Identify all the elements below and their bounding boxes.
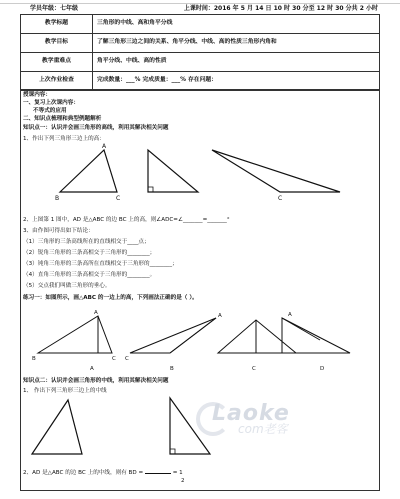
info-row: [21, 53, 380, 72]
exercise-figures: [20, 308, 380, 373]
k1-question3: 3、由作图可得出如下结论：: [23, 228, 94, 234]
median-triangle-1: [32, 400, 82, 454]
info-label: 教学标题: [21, 15, 93, 34]
ex-label-c2: C: [125, 356, 129, 362]
right-triangle: [148, 150, 198, 192]
ex-label-c: C: [112, 356, 116, 362]
label-b1: B: [55, 195, 60, 202]
fraction-denominator: 2: [181, 478, 185, 484]
exercise-1-text: 练习一：如图所示，画△ABC 的一边上的高，下列画法正确的是（ ）。: [23, 295, 198, 301]
label-c1: C: [116, 195, 121, 202]
exercise-1: [23, 295, 198, 302]
info-value: 三角形的中线、高和角平分线: [93, 15, 380, 34]
watermark-brand: Laoke: [212, 401, 290, 426]
conclusion-5: （5）交点我们叫做三角形的垂心。: [23, 283, 111, 289]
ex-caption-b: B: [170, 366, 174, 372]
label-c3: C: [278, 195, 283, 202]
k2-question1: 1、 作出下列三角形三边上的中线: [23, 388, 107, 394]
ex-figure-b: [130, 318, 216, 353]
k1-question1: 1、作出下列三角形三边上的高：: [23, 136, 105, 142]
ex-caption-c: C: [252, 366, 256, 372]
info-table: [20, 14, 380, 91]
conclusion-4: （4）直角三角形的三条高相交于三角形的________。: [23, 272, 156, 278]
info-label: 上次作业检查: [21, 72, 93, 91]
ex-label-a: A: [94, 310, 98, 316]
ex-label-a4: A: [288, 312, 292, 318]
info-row: [21, 34, 380, 53]
info-label: 教学重难点: [21, 53, 93, 72]
info-value: 角平分线、中线、高的性质: [93, 53, 380, 72]
ex-figure-c: [218, 320, 296, 353]
class-time: 上课时间：2016 年 5 月 14 日 10 时 30 分至 12 时 30 分共 2 小时: [183, 5, 378, 12]
k2-question2-text: 2、AD 是△ABC 的边 BC 上的中线，则有 BD =: [23, 470, 144, 476]
ex-label-b: B: [32, 356, 36, 362]
section-title: 二、知识点梳理和典型例题解析: [23, 116, 102, 122]
knowledge1-title: 知识点一：认识并会画三角形的高线，利用其解决相关问题: [23, 125, 169, 131]
k1-question2: 2、上图第 1 图中，AD 是△ABC 的边 BC 上的高，则∠ADC=∠_______=_______°: [23, 217, 230, 223]
student-grade: 学员年级：七年级: [30, 5, 79, 12]
conclusion-2: （2）锐角三角形的三条高相交于三角形的________；: [23, 250, 156, 256]
review-item: 不等式的应用: [33, 108, 67, 114]
knowledge2-title: 知识点二：认识并会画三角形的中线，利用其解决相关问题: [23, 378, 169, 384]
ex-figure-d: [282, 318, 350, 353]
conclusion-3: （3）钝角三角形的三条高所在直线相交于三角形的________；: [23, 261, 178, 267]
watermark-sub: com老客: [238, 422, 288, 436]
k2-question2-eq: = 1: [172, 470, 183, 476]
info-row: [21, 15, 380, 34]
ex-figure-a: [38, 316, 112, 353]
info-row: [21, 72, 380, 91]
k2-question2: [23, 470, 183, 477]
answer-blank[interactable]: [145, 473, 171, 474]
info-value: 了解三角形三边之间的关系、角平分线、中线、高的性质三角形内角和: [93, 34, 380, 53]
median-figures: [20, 392, 380, 472]
obtuse-triangle: [212, 150, 340, 192]
ex-caption-a: A: [90, 366, 94, 372]
acute-triangle: [60, 150, 117, 192]
conclusion-1: （1）三角形的三条高线所在的直线相交于____点；: [23, 239, 150, 245]
info-label: 教学目标: [21, 34, 93, 53]
process-title: 授课内容：: [23, 92, 51, 98]
info-value: 完成数量：___% 完成质量：___% 存在问题：: [93, 72, 380, 91]
review-title: 一、复习上次课内容：: [23, 100, 79, 106]
ex-label-a2: A: [218, 313, 222, 319]
ex-caption-d: D: [320, 366, 325, 372]
triangle-figures-row1: [20, 140, 380, 220]
top-strip: [0, 0, 400, 4]
label-a1: A: [102, 143, 107, 150]
